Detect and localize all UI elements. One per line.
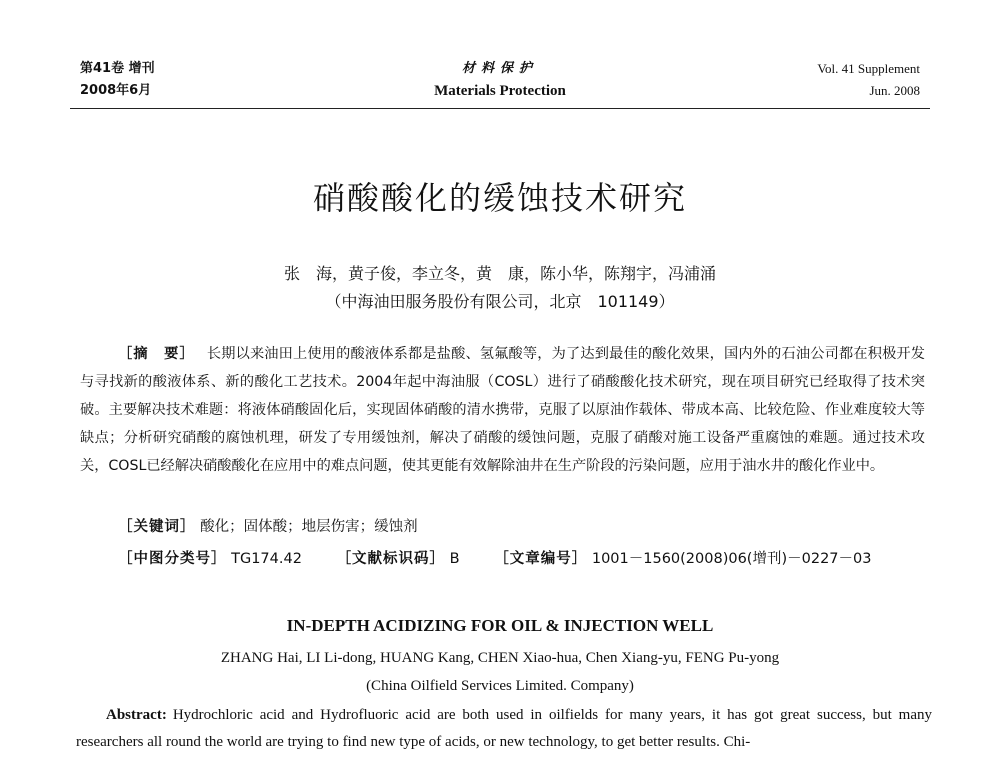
journal-name-cn: 材料保护 (461, 61, 538, 76)
journal-name-en: Materials Protection (434, 83, 566, 99)
article-number-label: ［文章编号］ (494, 551, 588, 567)
classification-line (118, 546, 871, 572)
abstract-text-en: Hydrochloric acid and Hydrofluoric acid are both used in oilfields for many years, it has got great success, but many researchers all round the world are trying to find new type of acids, or new technology, to get better results. Chi- (76, 707, 932, 750)
doc-code-label: ［文献标识码］ (336, 551, 446, 567)
volume-en: Vol. 41 Supplement (817, 61, 920, 76)
class-number-label: ［中图分类号］ (118, 551, 227, 567)
keywords-text: 酸化；固体酸；地层伤害；缓蚀剂 (200, 519, 418, 535)
authors-en: ZHANG Hai, LI Li-dong, HUANG Kang, CHEN Xiao-hua, Chen Xiang-yu, FENG Pu-yong (220, 650, 780, 666)
volume-cn: 第41卷 增刊 (80, 61, 155, 76)
paper-title-cn: 硝酸酸化的缓蚀技术研究 (312, 179, 687, 217)
paper-title-en: IN-DEPTH ACIDIZING FOR OIL & INJECTION WELL (286, 616, 714, 635)
abstract-text-cn: 长期以来油田上使用的酸液体系都是盐酸、氢氟酸等，为了达到最佳的酸化效果，国内外的石油公司都在积极开发与寻找新的酸液体系、新的酸化工艺技术。2004年起中海油服（COSL）进行了硝酸酸化技术研究，现在项目研究已经取得了技术突破。主要解决技术难题：将液体硝酸固化后，实现固体硝酸的清水携带，克服了以原油作载体、带成本高、比较危险、作业难度较大等缺点；分析研究硝酸的腐蚀机理，研发了专用缓蚀剂，解决了硝酸的缓蚀问题，克服了硝酸对施工设备严重腐蚀的难题。通过技术攻关，COSL已经解决硝酸酸化在应用中的难点问题，使其更能有效解除油井在生产阶段的污染问题，应用于油水井的酸化作业中。 (80, 346, 925, 474)
abstract-label-en: Abstract: (106, 707, 167, 723)
affiliation-cn: （中海油田服务股份有限公司，北京 101149） (325, 292, 675, 311)
keywords-label: ［关键词］ (118, 519, 196, 535)
date-cn: 2008年6月 (80, 83, 152, 98)
article-number-value: 1001－1560(2008)06(增刊)－0227－03 (591, 551, 872, 567)
header-rule (70, 108, 930, 109)
affiliation-en: (China Oilfield Services Limited. Company) (366, 678, 634, 694)
date-en: Jun. 2008 (869, 83, 920, 98)
keywords-line (118, 514, 418, 540)
abstract-cn (80, 340, 925, 480)
doc-code-value: B (449, 551, 460, 567)
abstract-en (76, 702, 932, 756)
abstract-label-cn: ［摘 要］ (118, 346, 195, 362)
authors-cn: 张 海，黄子俊，李立冬，黄 康，陈小华，陈翔宇，冯浦涌 (283, 264, 716, 283)
class-number-value: TG174.42 (231, 551, 302, 567)
journal-issue-info-en (817, 58, 920, 102)
